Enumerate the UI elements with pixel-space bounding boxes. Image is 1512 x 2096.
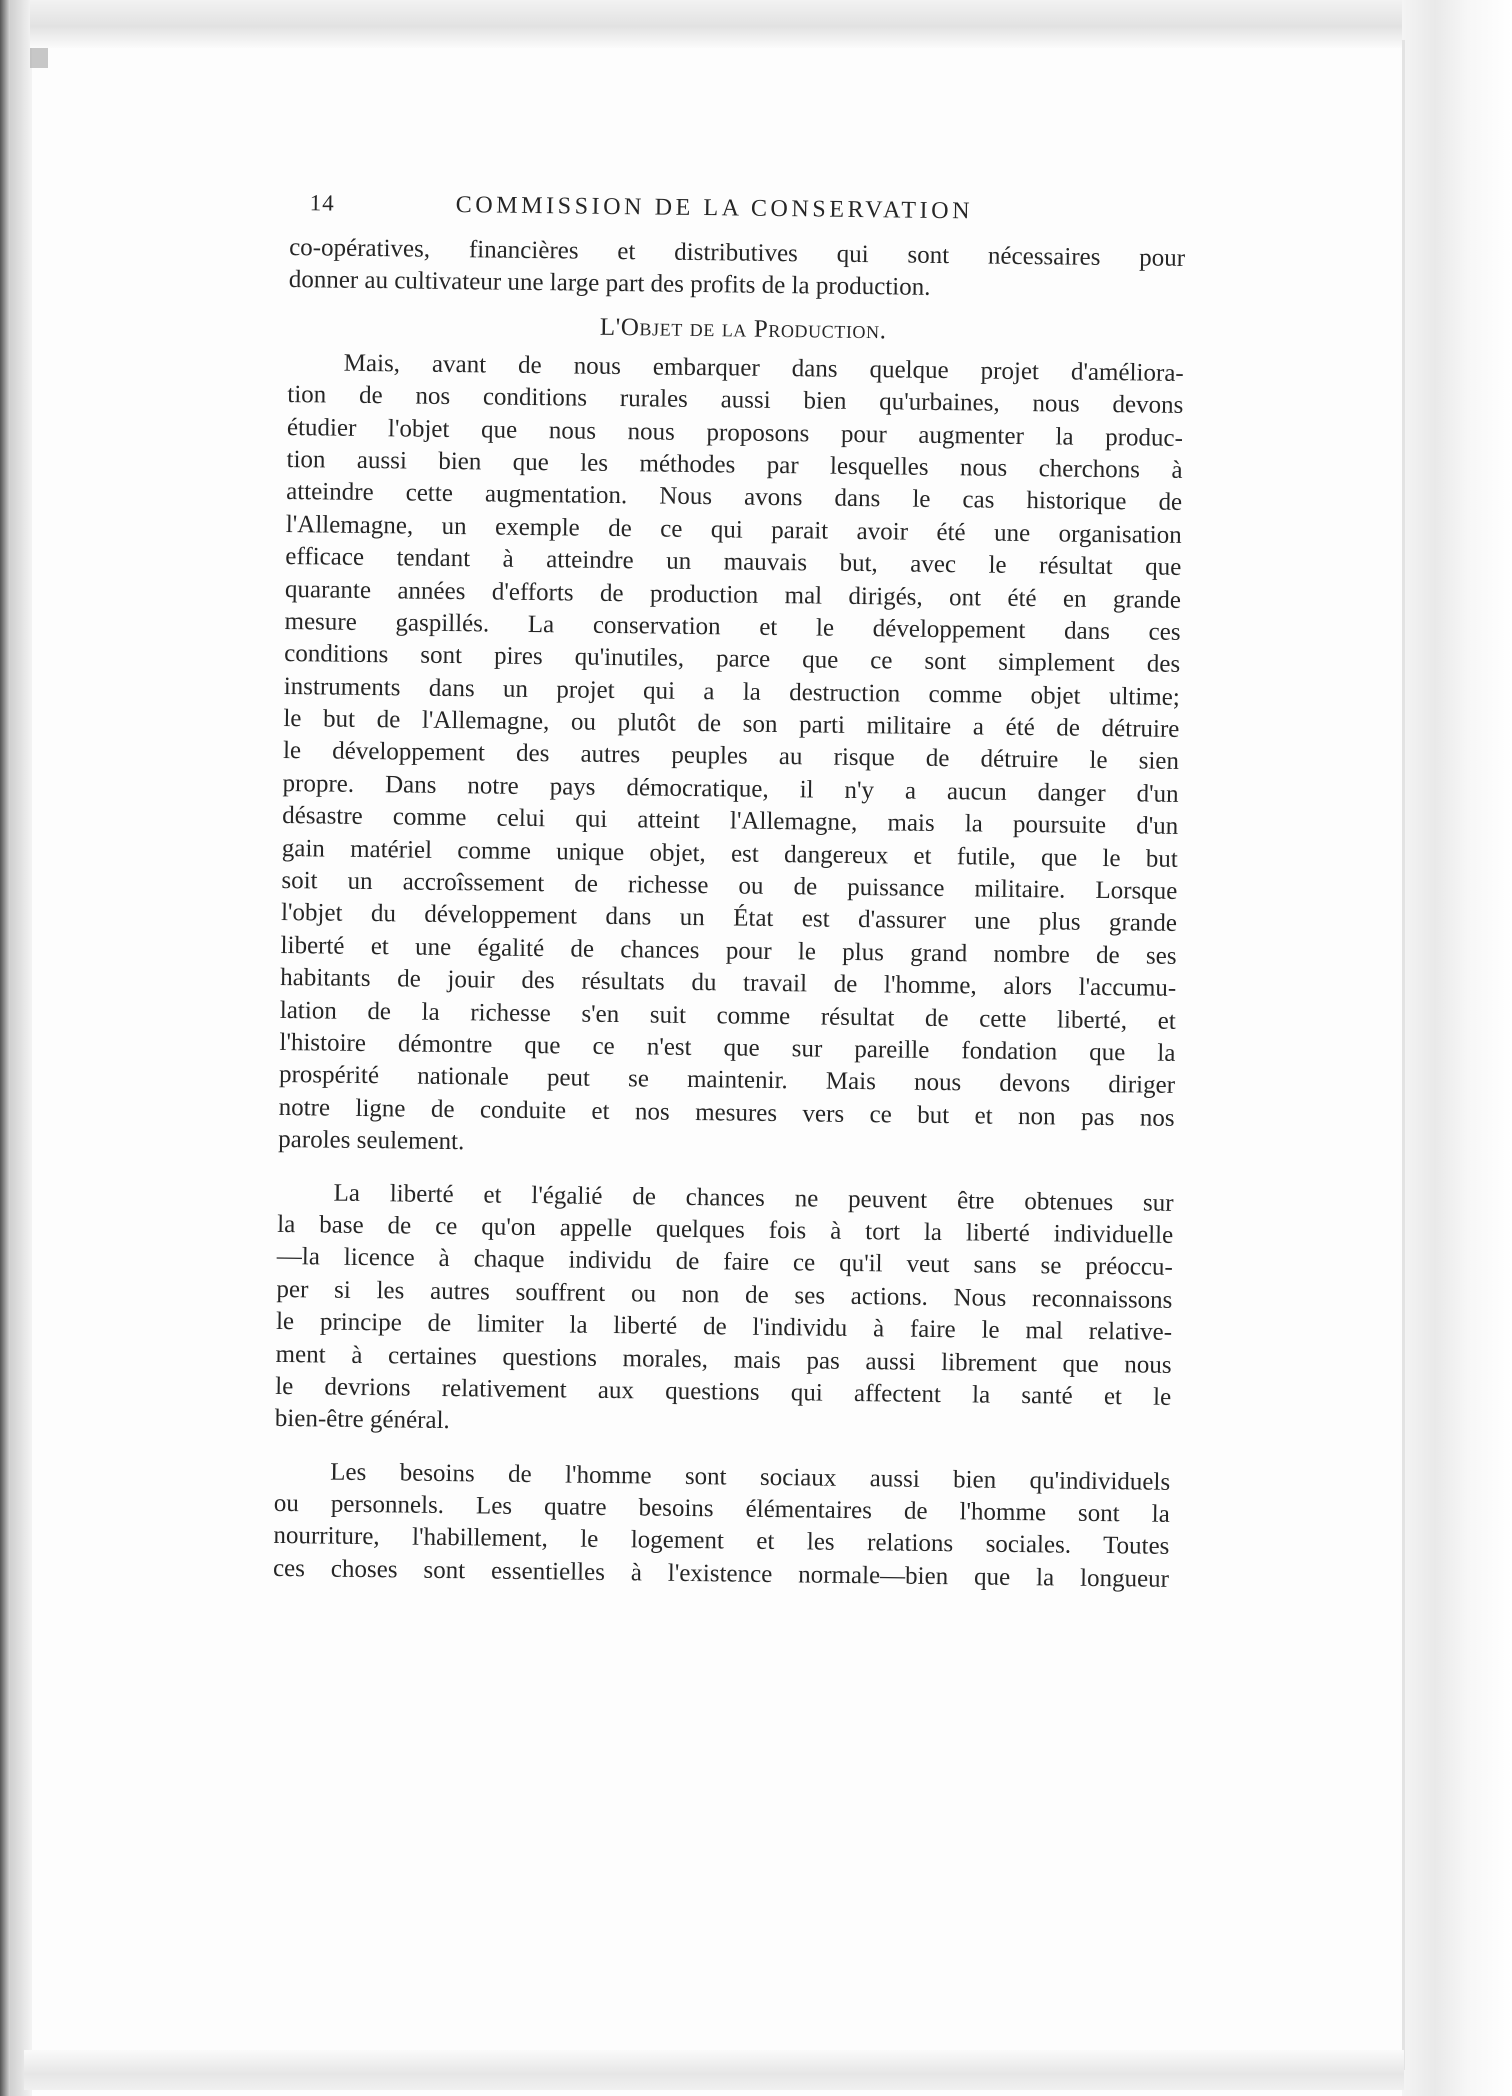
binding-edge <box>0 0 10 2096</box>
text-line: conditions sont pires qu'inutiles, parce que ce sont simplement des <box>284 640 1181 679</box>
text-line: le développement des autres peuples au risque de détruire le sien <box>282 737 1180 776</box>
text-line: Les besoins de l'homme sont sociaux aussi bien qu'individuels <box>330 1458 1171 1496</box>
text-line: propre. Dans notre pays démocratique, il n'y a aucun danger d'un <box>282 769 1179 808</box>
text-line: le but de l'Allemagne, ou plutôt de son parti militaire a été de détruire <box>283 705 1180 743</box>
text-line: tion de nos conditions rurales aussi bien qu'urbaines, nous devons <box>287 381 1184 420</box>
text-line: étudier l'objet que nous nous proposons pour augmenter la produc- <box>286 413 1184 452</box>
text-line: ment à certaines questions morales, mais pas aussi librement que nous <box>275 1340 1172 1379</box>
text-line: ou personnels. Les quatre besoins élémentaires de l'homme sont la <box>273 1489 1170 1528</box>
page-content <box>273 180 1186 1596</box>
text-line: La liberté et l'égalié de chances ne peuvent être obtenues sur <box>333 1179 1174 1217</box>
paragraph-2 <box>275 1176 1174 1446</box>
paragraph-3 <box>273 1456 1171 1596</box>
text-line: soit un accroîssement de richesse ou de puissance militaire. Lorsque <box>281 866 1178 905</box>
text-line: mesure gaspillés. La conservation et le développement dans ces <box>284 607 1181 646</box>
text-line: notre ligne de conduite et nos mesures vers ce but et non pas nos <box>278 1093 1175 1132</box>
text-line: prospérité nationale peut se maintenir. Mais nous devons diriger <box>278 1061 1176 1100</box>
text-line: —la licence à chaque individu de faire ce qu'il veut sans se préoccu- <box>276 1243 1173 1282</box>
text-line: la base de ce qu'on appelle quelques fois à tort la liberté individuelle <box>277 1210 1174 1249</box>
text-line: le devrions relativement aux questions qui affectent la santé et le <box>275 1372 1172 1411</box>
text-line: l'Allemagne, un exemple de ce qui parait avoir été une organisation <box>285 510 1182 549</box>
intro-text <box>289 232 1186 308</box>
text-line: efficace tendant à atteindre un mauvais but, avec le résultat que <box>285 543 1182 582</box>
text-line: instruments dans un projet qui a la destruction comme objet ultime; <box>283 672 1180 711</box>
running-head <box>289 180 1186 243</box>
binding-shadow <box>10 0 32 2096</box>
text-line: paroles seulement. <box>278 1126 465 1156</box>
page-number: 14 <box>309 190 335 216</box>
bottom-edge-shadow <box>24 2050 1404 2090</box>
text-line: désastre comme celui qui atteint l'Allemagne, mais la poursuite d'un <box>282 802 1179 841</box>
text-line: ces choses sont essentielles à l'existence normale—bien que la longueur <box>272 1554 1170 1593</box>
text-line: le principe de limiter la liberté de l'individu à faire le mal relative- <box>275 1308 1173 1346</box>
top-edge-shadow <box>30 0 1470 48</box>
text-line: Mais, avant de nous embarquer dans quelque projet d'améliora- <box>343 349 1184 387</box>
text-line: quarante années d'efforts de production mal dirigés, ont été en grande <box>284 575 1182 614</box>
text-line: co-opératives, financières et distributives qui sont nécessaires pour <box>289 233 1186 272</box>
text-line: lation de la richesse s'en suit comme résultat de cette liberté, et <box>279 996 1176 1035</box>
section-heading: L'Objet de la Production. <box>599 313 887 345</box>
text-line: l'objet du développement dans un État est d'assurer une plus grande <box>280 899 1178 938</box>
text-line: atteindre cette augmentation. Nous avons dans le cas historique de <box>286 478 1183 517</box>
text-line: liberté et une égalité de chances pour le plus grand nombre de ses <box>280 931 1177 970</box>
text-line: nourriture, l'habillement, le logement et les relations sociales. Toutes <box>273 1522 1170 1561</box>
text-line: habitants de jouir des résultats du travail de l'homme, alors l'accumu- <box>280 964 1177 1003</box>
running-title: COMMISSION DE LA CONSERVATION <box>455 192 974 225</box>
right-page-edge <box>1402 0 1512 2096</box>
paragraph-1 <box>278 347 1184 1168</box>
text-line: bien-être général. <box>274 1405 450 1435</box>
text-line: gain matériel comme unique objet, est dangereux et futile, que le but <box>281 834 1178 873</box>
text-line: l'histoire démontre que ce n'est que sur pareille fondation que la <box>279 1028 1176 1067</box>
page-fold-line <box>1402 40 1405 2070</box>
text-line: tion aussi bien que les méthodes par lesquelles nous cherchons à <box>286 445 1183 484</box>
text-line: donner au cultivateur une large part des profits de la production. <box>288 266 931 302</box>
text-line: per si les autres souffrent ou non de ses actions. Nous reconnaissons <box>276 1275 1173 1314</box>
